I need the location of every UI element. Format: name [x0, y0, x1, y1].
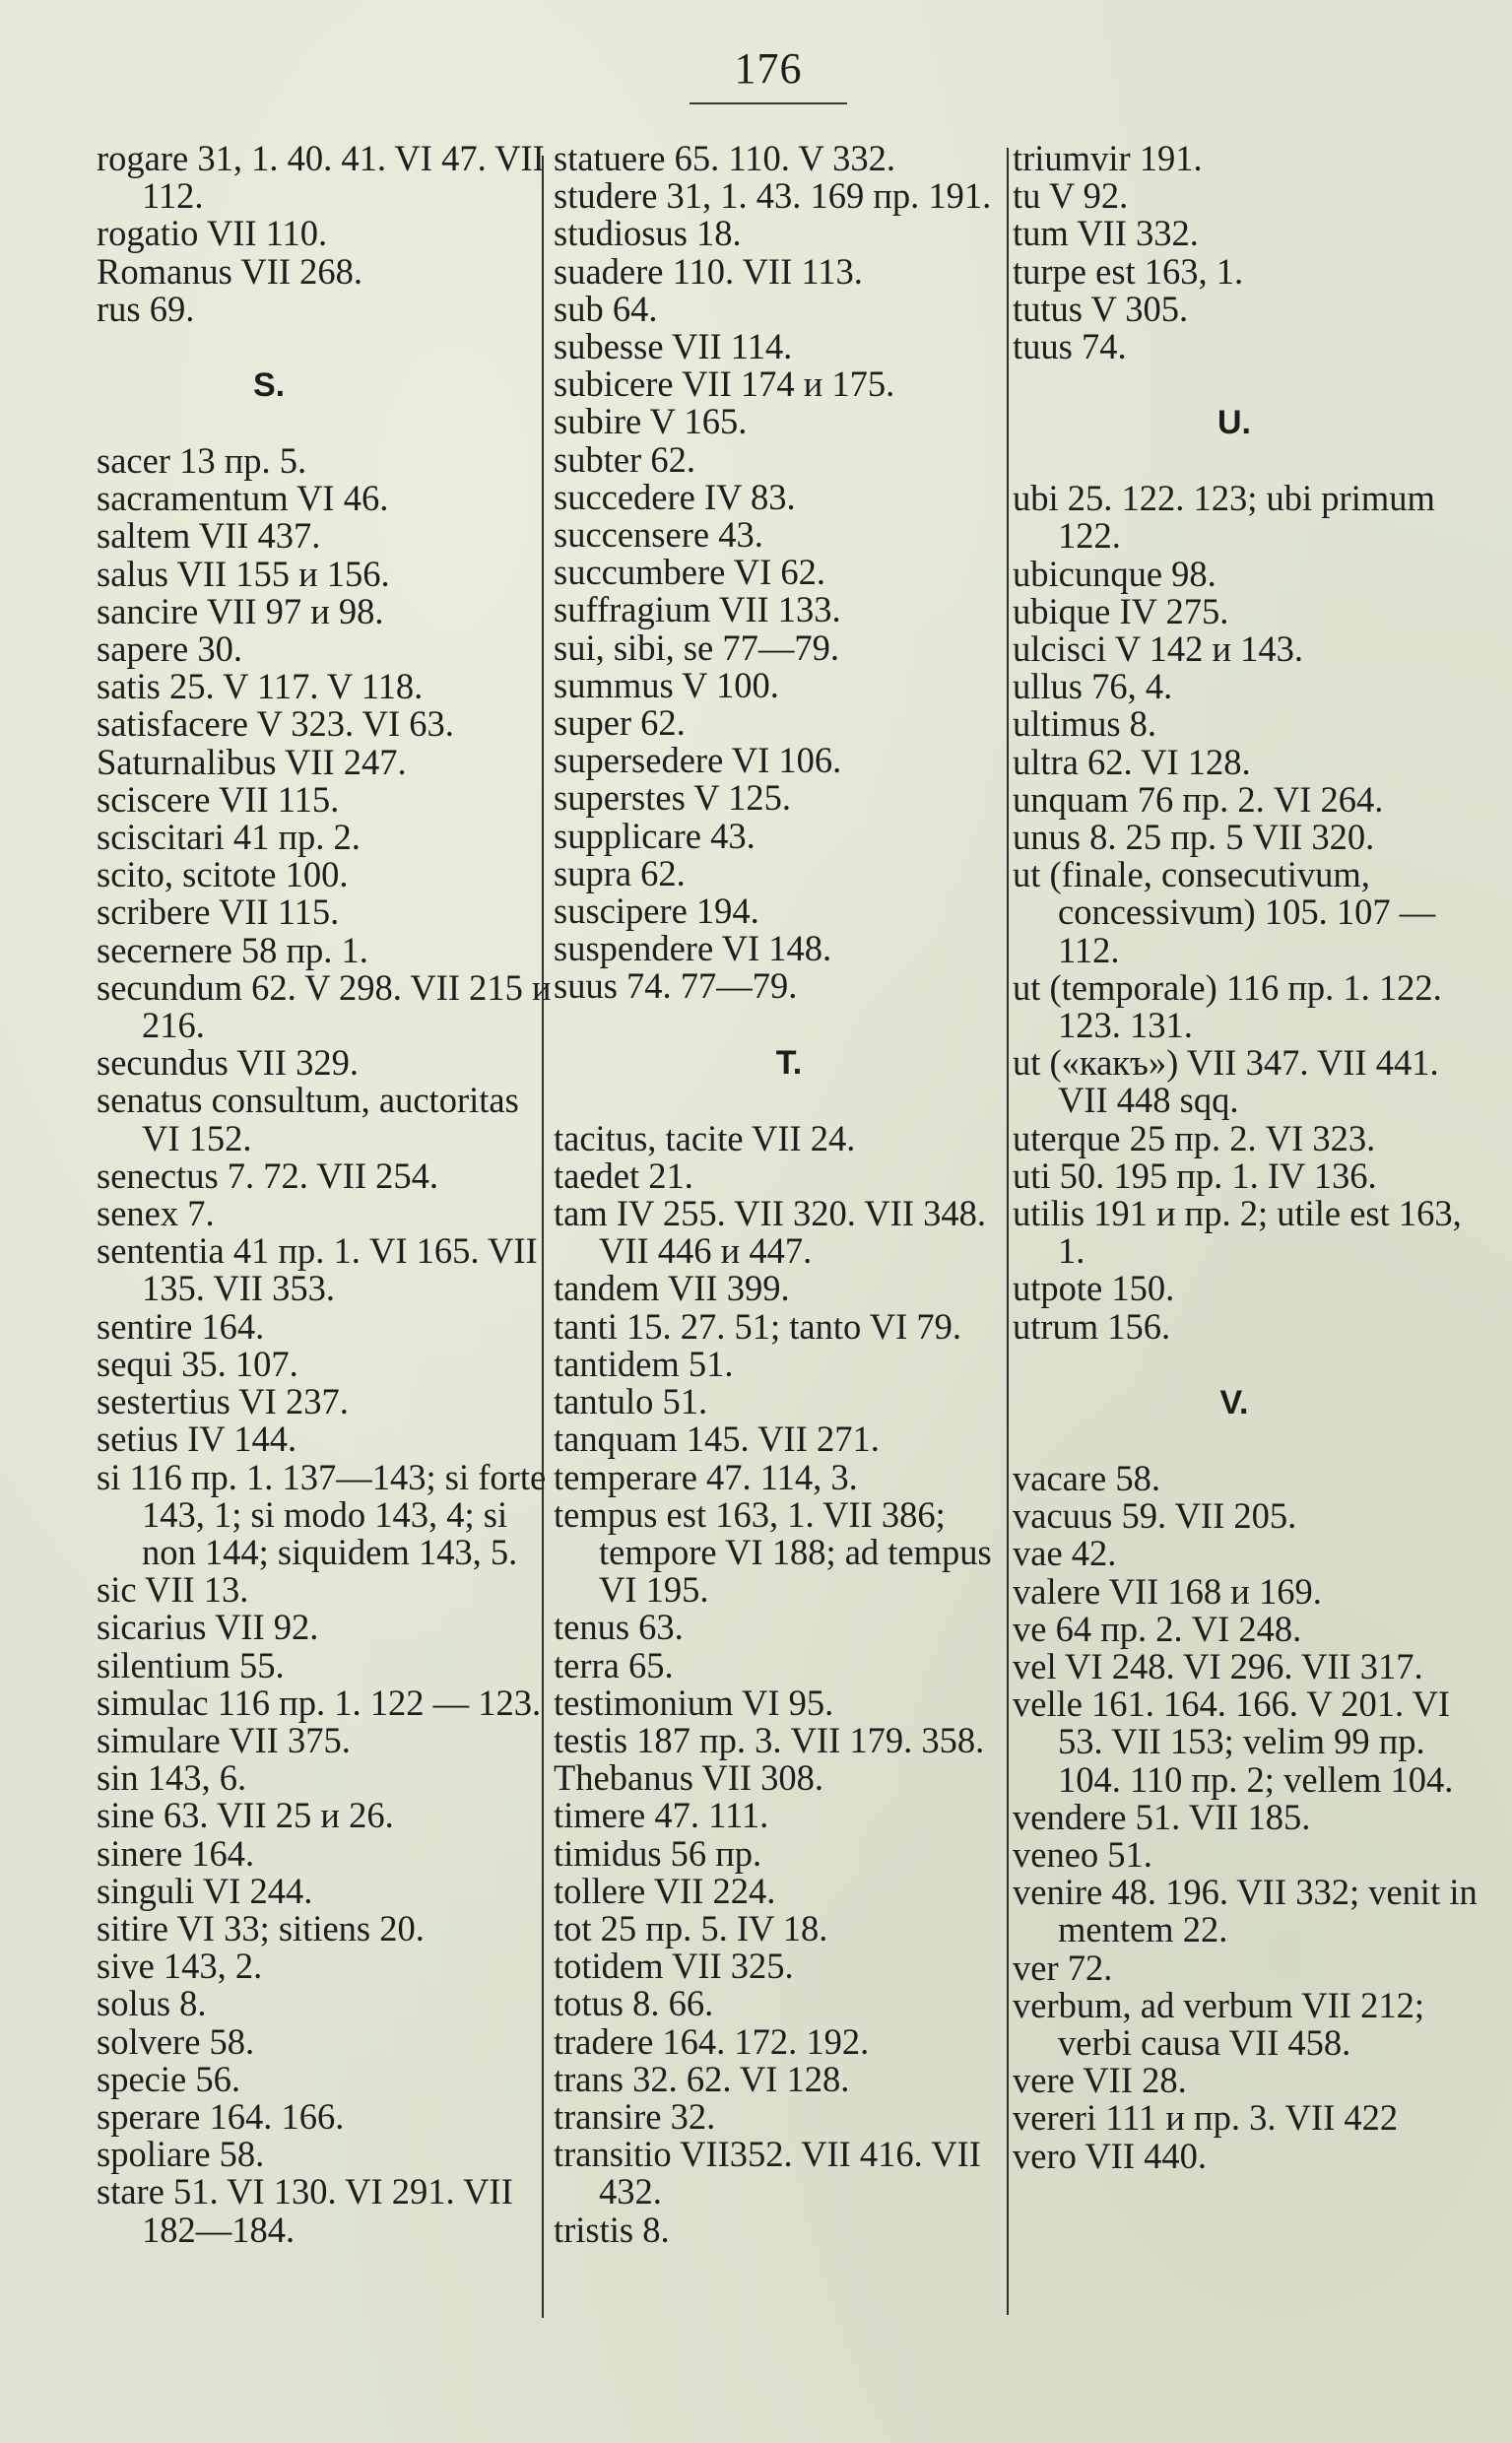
index-entry: simulare VII 375. [97, 1719, 351, 1760]
index-entry: rogare 31, 1. 40. 41. VI 47. VII 112. [97, 138, 545, 217]
index-entry: velle 161. 164. 166. V 201. VI 53. VII 153; velim 99 пр. 104. 110 пр. 2; vellem 104. [1013, 1684, 1454, 1800]
index-entry: ubique IV 275. [1013, 590, 1229, 631]
index-entry: valere VII 168 и 169. [1013, 1570, 1322, 1612]
index-entry: sententia 41 пр. 1. VI 165. VII 135. VII 353. [97, 1230, 538, 1309]
index-entry: scribere VII 115. [97, 891, 340, 933]
index-entry: tum VII 332. [1013, 213, 1199, 254]
section-heading: U. [1217, 404, 1251, 442]
index-entry: supersedere VI 106. [554, 740, 842, 781]
index-entry: utrum 156. [1013, 1305, 1171, 1347]
index-entry: ulcisci V 142 и 143. [1013, 628, 1303, 670]
index-entry: temperare 47. 114, 3. [554, 1456, 858, 1497]
index-entry: tollere VII 224. [554, 1870, 776, 1911]
index-entry: sinere 164. [97, 1832, 255, 1874]
index-entry: ullus 76, 4. [1013, 666, 1173, 707]
index-entry: unquam 76 пр. 2. VI 264. [1013, 778, 1384, 820]
index-entry: timidus 56 пр. [554, 1832, 762, 1874]
index-entry: sacer 13 пр. 5. [97, 440, 307, 482]
index-entry: timere 47. 111. [554, 1795, 769, 1836]
index-entry: totidem VII 325. [554, 1946, 794, 1987]
index-entry: sciscere VII 115. [97, 778, 340, 820]
index-entry: sapere 30. [97, 628, 242, 670]
index-entry: statuere 65. 110. V 332. [554, 138, 896, 178]
section-heading: V. [1219, 1383, 1249, 1421]
index-entry: Thebanus VII 308. [554, 1757, 824, 1799]
page-number: 176 [734, 44, 803, 93]
index-entry: rogatio VII 110. [97, 213, 328, 254]
index-entry: si 116 пр. 1. 137—143; si forte 143, 1; si modo 143, 4; si non 144; siquidem 143, 5. [97, 1456, 547, 1572]
index-entry: senatus consultum, auctoritas VI 152. [97, 1080, 519, 1158]
index-entry: senectus 7. 72. VII 254. [97, 1155, 439, 1196]
index-entry: secernere 58 пр. 1. [97, 929, 368, 970]
index-entry: studiosus 18. [554, 213, 742, 254]
index-entry: specie 56. [97, 2058, 240, 2099]
index-entry: sui, sibi, se 77—79. [554, 627, 839, 668]
index-entry: satisfacere V 323. VI 63. [97, 703, 454, 745]
index-entry: salus VII 155 и 156. [97, 553, 390, 594]
index-entry: ubi 25. 122. 123; ubi primum 122. [1013, 478, 1435, 557]
index-entry: sacramentum VI 46. [97, 478, 389, 519]
index-entry: summus V 100. [554, 664, 779, 705]
index-entry: turpe est 163, 1. [1013, 250, 1244, 292]
index-entry: tutus V 305. [1013, 288, 1189, 329]
index-entry: Romanus VII 268. [97, 250, 363, 292]
index-entry: Saturnalibus VII 247. [97, 741, 407, 782]
index-entry: verbum, ad verbum VII 212; verbi causa VII 458. [1013, 1984, 1424, 2063]
index-entry: triumvir 191. [1013, 138, 1203, 178]
page-number-rule [690, 102, 847, 104]
index-entry: sin 143, 6. [97, 1757, 247, 1799]
index-entry: sequi 35. 107. [97, 1343, 298, 1384]
index-entry: secundum 62. V 298. VII 215 и 216. [97, 966, 552, 1046]
index-entry: ultimus 8. [1013, 703, 1157, 745]
index-entry: vero VII 440. [1013, 2135, 1207, 2176]
index-entry: tristis 8. [554, 2209, 670, 2250]
index-entry: senex 7. [97, 1193, 215, 1234]
index-entry: subter 62. [554, 438, 695, 480]
index-entry: sestertius VI 237. [97, 1381, 349, 1422]
index-entry: tacitus, tacite VII 24. [554, 1117, 856, 1158]
index-entry: vereri 111 и пр. 3. VII 422 [1013, 2097, 1399, 2139]
index-entry: suscipere 194. [554, 891, 759, 932]
index-entry: sentire 164. [97, 1305, 265, 1347]
index-entry: supplicare 43. [554, 815, 756, 856]
index-entry: unus 8. 25 пр. 5 VII 320. [1013, 817, 1375, 858]
index-entry: terra 65. [554, 1644, 674, 1685]
index-entry: tantidem 51. [554, 1343, 734, 1384]
index-entry: tam IV 255. VII 320. VII 348. VII 446 и 447. [554, 1193, 986, 1272]
index-entry: singuli VI 244. [97, 1870, 313, 1911]
index-entry: spoliare 58. [97, 2134, 265, 2175]
index-entry: suus 74. 77—79. [554, 965, 798, 1007]
index-column-3 [1013, 140, 1485, 2175]
index-entry: silentium 55. [97, 1644, 285, 1685]
index-entry: tradere 164. 172. 192. [554, 2020, 870, 2062]
index-entry: taedet 21. [554, 1155, 693, 1196]
index-entry: ultra 62. VI 128. [1013, 741, 1251, 782]
index-column-1 [97, 140, 559, 2249]
index-entry: tanti 15. 27. 51; tanto VI 79. [554, 1305, 961, 1347]
index-entry: totus 8. 66. [554, 1983, 714, 2024]
index-entry: uterque 25 пр. 2. VI 323. [1013, 1117, 1376, 1158]
index-entry: succumbere VI 62. [554, 552, 826, 593]
index-entry: sitire VI 33; sitiens 20. [97, 1907, 425, 1948]
index-entry: sciscitari 41 пр. 2. [97, 817, 361, 858]
index-entry: ver 72. [1013, 1947, 1113, 1988]
index-entry: succedere IV 83. [554, 476, 796, 517]
index-entry: sine 63. VII 25 и 26. [97, 1795, 394, 1836]
index-entry: sicarius VII 92. [97, 1607, 319, 1648]
index-entry: subire V 165. [554, 401, 748, 442]
index-entry: tu V 92. [1013, 175, 1129, 217]
index-entry: supra 62. [554, 852, 686, 893]
index-entry: studere 31, 1. 43. 169 пр. 191. [554, 175, 992, 217]
index-column-2 [554, 140, 1024, 2249]
index-entry: ut (temporale) 116 пр. 1. 122. 123. 131. [1013, 966, 1442, 1046]
index-entry: ut (finale, consecutivum, concessivum) 105. 107 — 112. [1013, 854, 1436, 970]
index-entry: sic VII 13. [97, 1569, 249, 1611]
index-entry: tot 25 пр. 5. IV 18. [554, 1907, 828, 1948]
index-entry: transire 32. [554, 2095, 716, 2137]
index-entry: vendere 51. VII 185. [1013, 1796, 1311, 1837]
index-entry: satis 25. V 117. V 118. [97, 666, 424, 707]
section-heading: T. [775, 1043, 803, 1082]
index-entry: vacuus 59. VII 205. [1013, 1495, 1297, 1537]
index-entry: ve 64 пр. 2. VI 248. [1013, 1608, 1302, 1649]
index-entry: secundus VII 329. [97, 1042, 359, 1084]
index-entry: suadere 110. VII 113. [554, 250, 863, 292]
index-entry: stare 51. VI 130. VI 291. VII 182—184. [97, 2171, 513, 2250]
index-entry: solus 8. [97, 1983, 207, 2024]
index-entry: vacare 58. [1013, 1457, 1160, 1498]
index-entry: simulac 116 пр. 1. 122 — 123. [97, 1682, 542, 1723]
index-entry: sub 64. [554, 288, 658, 329]
index-entry: ut («какъ») VII 347. VII 441. VII 448 sqq. [1013, 1042, 1439, 1121]
index-entry: vae 42. [1013, 1533, 1117, 1574]
index-entry: venire 48. 196. VII 332; venit in mentem 22. [1013, 1872, 1478, 1950]
index-entry: suspendere VI 148. [554, 928, 832, 969]
index-entry: sive 143, 2. [97, 1946, 263, 1987]
index-entry: transitio VII352. VII 416. VII 432. [554, 2134, 981, 2212]
index-entry: veneo 51. [1013, 1833, 1152, 1875]
index-entry: tanquam 145. VII 271. [554, 1419, 880, 1460]
index-entry: tantulo 51. [554, 1381, 708, 1422]
index-entry: utpote 150. [1013, 1268, 1175, 1309]
index-entry: superstes V 125. [554, 777, 791, 819]
index-entry: setius IV 144. [97, 1419, 297, 1460]
index-entry: scito, scitote 100. [97, 854, 349, 895]
index-entry: succensere 43. [554, 514, 763, 556]
section-heading: S. [252, 366, 286, 405]
index-entry: sperare 164. 166. [97, 2095, 345, 2137]
index-entry: testis 187 пр. 3. VII 179. 358. [554, 1719, 985, 1760]
index-entry: tempus est 163, 1. VII 386; tempore VI 188; ad tempus VI 195. [554, 1493, 992, 1611]
index-entry: subicere VII 174 и 175. [554, 363, 895, 405]
index-entry: uti 50. 195 пр. 1. IV 136. [1013, 1155, 1377, 1196]
index-entry: tuus 74. [1013, 326, 1127, 367]
index-entry: rus 69. [97, 288, 195, 329]
index-entry: super 62. [554, 702, 686, 744]
index-entry: utilis 191 и пр. 2; utile est 163, 1. [1013, 1193, 1462, 1272]
index-entry: subesse VII 114. [554, 326, 793, 367]
index-entry: tandem VII 399. [554, 1268, 790, 1309]
index-entry: saltem VII 437. [97, 515, 321, 557]
index-entry: suffragium VII 133. [554, 589, 841, 630]
index-entry: sancire VII 97 и 98. [97, 590, 384, 631]
index-entry: solvere 58. [97, 2020, 255, 2062]
index-entry: ubicunque 98. [1013, 553, 1216, 594]
index-entry: trans 32. 62. VI 128. [554, 2058, 850, 2099]
index-entry: testimonium VI 95. [554, 1682, 834, 1723]
index-entry: vel VI 248. VI 296. VII 317. [1013, 1645, 1423, 1686]
index-entry: vere VII 28. [1013, 2060, 1187, 2101]
index-entry: tenus 63. [554, 1607, 684, 1648]
